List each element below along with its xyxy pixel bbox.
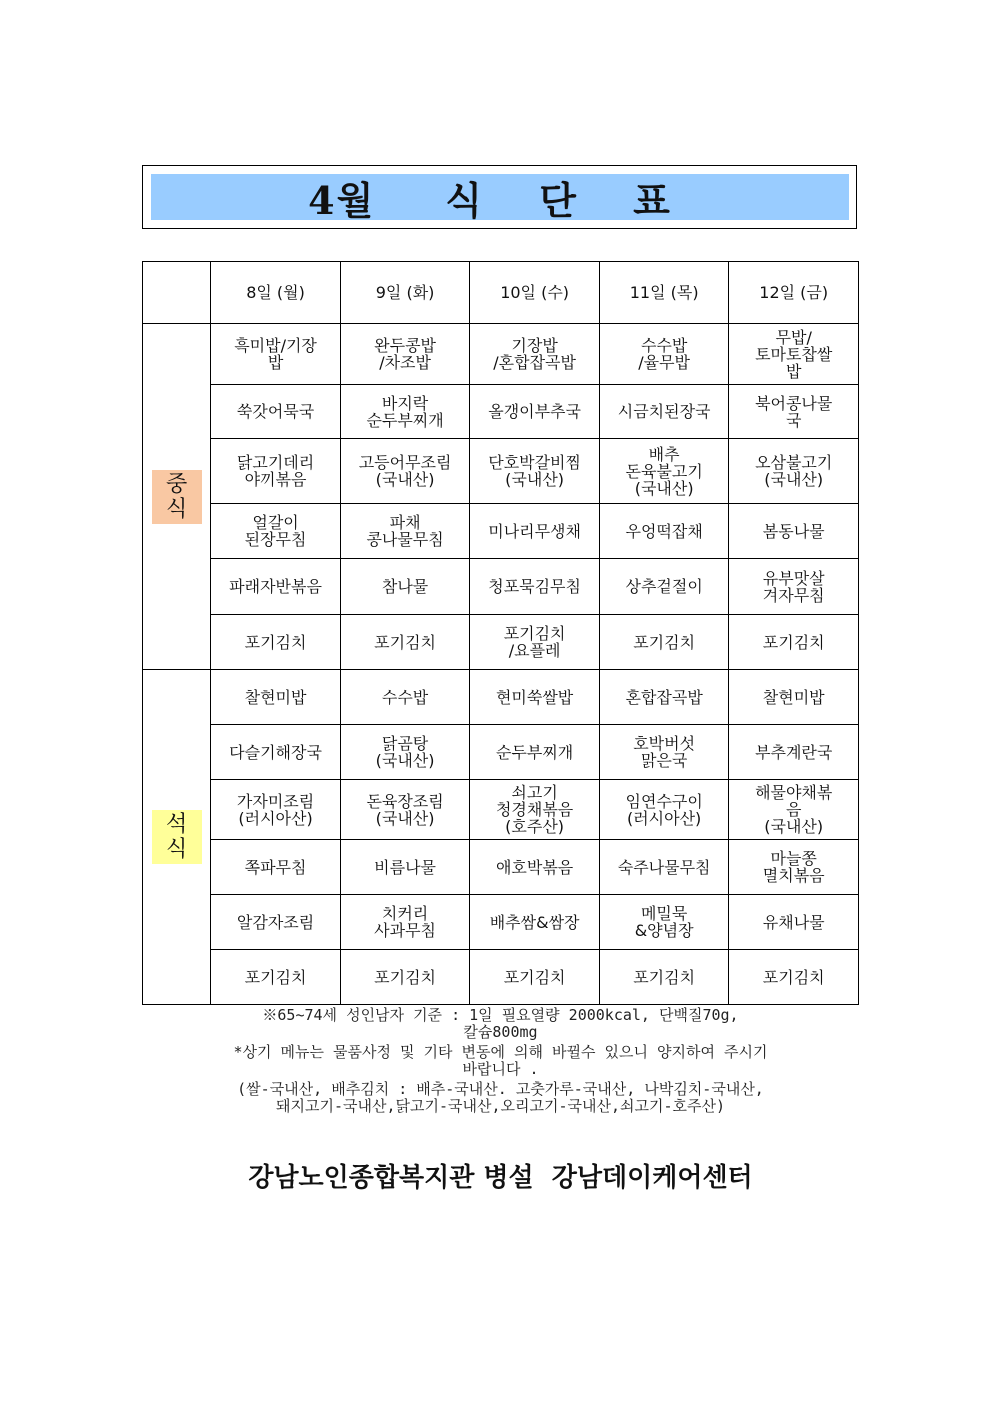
- menu-cell: 얼갈이 된장무침: [211, 504, 341, 559]
- menu-cell: 미나리무생채: [470, 504, 600, 559]
- menu-cell: 찰현미밥: [211, 670, 341, 725]
- menu-cell: 배추쌈&쌈장: [470, 895, 600, 950]
- lunch-row: [143, 504, 859, 559]
- menu-cell: 포기김치: [211, 950, 341, 1005]
- menu-cell: 올갱이부추국: [470, 385, 600, 439]
- menu-cell: 참나물: [340, 559, 470, 615]
- lunch-row: [143, 385, 859, 439]
- menu-cell: 돈육장조림 (국내산): [340, 780, 470, 840]
- menu-cell: 비름나물: [340, 840, 470, 895]
- dinner-label-cell: [143, 670, 211, 1005]
- dinner-row: [143, 895, 859, 950]
- menu-cell: 다슬기해장국: [211, 725, 341, 780]
- day-header: 9일 (화): [340, 262, 470, 324]
- menu-cell: 포기김치: [729, 950, 859, 1005]
- dinner-row: [143, 840, 859, 895]
- menu-cell: 수수밥 /율무밥: [599, 324, 729, 385]
- title-banner: [151, 174, 849, 223]
- menu-cell: 포기김치: [599, 615, 729, 670]
- day-header: 11일 (목): [599, 262, 729, 324]
- menu-cell: 수수밥: [340, 670, 470, 725]
- menu-cell: 쇠고기 청경채볶음 (호주산): [470, 780, 600, 840]
- menu-cell: 단호박갈비찜 (국내산): [470, 439, 600, 504]
- menu-cell: 포기김치 /요플레: [470, 615, 600, 670]
- menu-cell: 완두콩밥 /차조밥: [340, 324, 470, 385]
- menu-cell: 기장밥 /혼합잡곡밥: [470, 324, 600, 385]
- day-header: 12일 (금): [729, 262, 859, 324]
- menu-cell: 포기김치: [599, 950, 729, 1005]
- day-header: 10일 (수): [470, 262, 600, 324]
- title-month: 4월: [308, 177, 376, 223]
- menu-cell: 찰현미밥: [729, 670, 859, 725]
- menu-cell: 해물야채볶 음 (국내산): [729, 780, 859, 840]
- dinner-row: [143, 950, 859, 1005]
- dinner-row: [143, 670, 859, 725]
- menu-cell: 닭곰탕 (국내산): [340, 725, 470, 780]
- dinner-row: [143, 725, 859, 780]
- menu-cell: 치커리 사과무침: [340, 895, 470, 950]
- menu-cell: 우엉떡잡채: [599, 504, 729, 559]
- menu-cell: 무밥/ 토마토찹쌀 밥: [729, 324, 859, 385]
- title-box: [142, 165, 857, 229]
- menu-cell: 가자미조림 (러시아산): [211, 780, 341, 840]
- dinner-label: 석 식: [152, 810, 202, 864]
- day-header: 8일 (월): [211, 262, 341, 324]
- menu-cell: 메밀묵 &양념장: [599, 895, 729, 950]
- menu-cell: 상추겉절이: [599, 559, 729, 615]
- lunch-label: 중 식: [152, 470, 202, 524]
- menu-cell: 닭고기데리 야끼볶음: [211, 439, 341, 504]
- title-label: 식 단 표: [445, 177, 692, 223]
- menu-cell: 포기김치: [211, 615, 341, 670]
- menu-cell: 오삼불고기 (국내산): [729, 439, 859, 504]
- menu-cell: 포기김치: [340, 615, 470, 670]
- menu-cell: 북어콩나물 국: [729, 385, 859, 439]
- menu-cell: 배추 돈육불고기 (국내산): [599, 439, 729, 504]
- corner-cell: [143, 262, 211, 324]
- note-origin: (쌀-국내산, 배추김치 : 배추-국내산. 고춧가루-국내산, 나박김치-국내산, 돼지고기-국내산,닭고기-국내산,오리고기-국내산,쇠고기-호주산): [237, 1080, 764, 1115]
- menu-cell: 애호박볶음: [470, 840, 600, 895]
- menu-cell: 파채 콩나물무침: [340, 504, 470, 559]
- note-change: *상기 메뉴는 물품사정 및 기타 변동에 의해 바뀔수 있으니 양지하여 주시기 바랍니다 .: [233, 1043, 768, 1078]
- menu-cell: 유채나물: [729, 895, 859, 950]
- lunch-row: [143, 559, 859, 615]
- menu-cell: 바지락 순두부찌개: [340, 385, 470, 439]
- menu-cell: 마늘쫑 멸치볶음: [729, 840, 859, 895]
- menu-cell: 시금치된장국: [599, 385, 729, 439]
- menu-cell: 쪽파무침: [211, 840, 341, 895]
- lunch-row: [143, 439, 859, 504]
- menu-cell: 순두부찌개: [470, 725, 600, 780]
- menu-cell: 포기김치: [729, 615, 859, 670]
- lunch-label-cell: [143, 324, 211, 670]
- menu-cell: 부추계란국: [729, 725, 859, 780]
- lunch-row: [143, 615, 859, 670]
- menu-cell: 유부맛살 겨자무침: [729, 559, 859, 615]
- menu-cell: 봄동나물: [729, 504, 859, 559]
- menu-cell: 청포묵김무침: [470, 559, 600, 615]
- menu-cell: 포기김치: [470, 950, 600, 1005]
- menu-cell: 쑥갓어묵국: [211, 385, 341, 439]
- menu-cell: 고등어무조림 (국내산): [340, 439, 470, 504]
- menu-cell: 혼합잡곡밥: [599, 670, 729, 725]
- menu-cell: 파래자반볶음: [211, 559, 341, 615]
- menu-cell: 임연수구이 (러시아산): [599, 780, 729, 840]
- footer-org: 강남노인종합복지관 병설 강남데이케어센터: [248, 1163, 753, 1193]
- menu-cell: 숙주나물무침: [599, 840, 729, 895]
- menu-cell: 호박버섯 맑은국: [599, 725, 729, 780]
- note-nutrition: ※65~74세 성인남자 기준 : 1일 필요열량 2000kcal, 단백질70g, 칼슘800mg: [262, 1006, 739, 1041]
- lunch-row: [143, 324, 859, 385]
- menu-table: [142, 261, 859, 1005]
- header-row: [143, 262, 859, 324]
- menu-cell: 알감자조림: [211, 895, 341, 950]
- menu-cell: 현미쑥쌀밥: [470, 670, 600, 725]
- menu-cell: 포기김치: [340, 950, 470, 1005]
- notes: [142, 1007, 859, 1118]
- dinner-row: [143, 780, 859, 840]
- menu-table-body: [143, 262, 859, 1005]
- menu-cell: 흑미밥/기장 밥: [211, 324, 341, 385]
- page-title: [308, 170, 692, 225]
